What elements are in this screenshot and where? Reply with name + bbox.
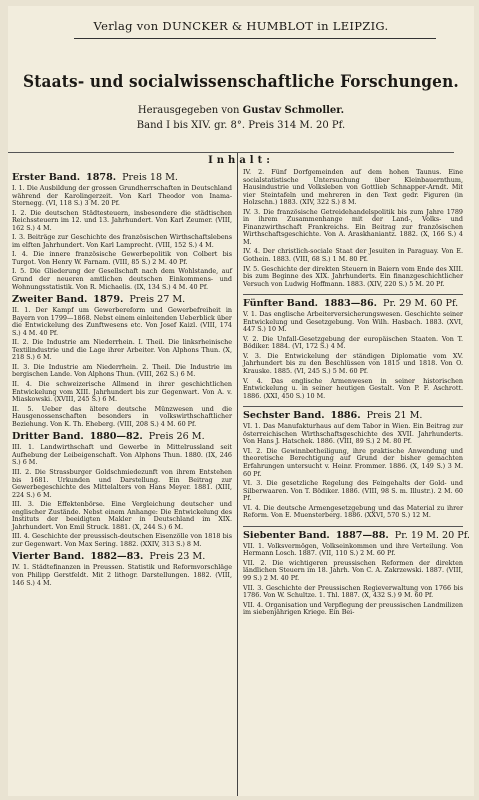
band-price: Preis 21 M. (366, 410, 423, 422)
contents-entry: V. 2. Die Unfall-Gesetzgebung der europäischen Staaten. Von T. Bödiker. 1884. (VI, 172 S.) 4 M. (243, 334, 463, 351)
band-heading (12, 294, 232, 306)
contents-entry: I. 1. Die Ausbildung der grossen Grundherrschaften in Deutschland während der Karolingerzeit. Von Karl Theodor von Inama-Sternegg. (VI, 118 S.) 3 M. 20 Pf. (12, 184, 232, 208)
band-years: 1887—88. (335, 529, 389, 541)
band-title: Siebenter Band. (243, 529, 330, 541)
band-title: Vierter Band. (12, 551, 85, 563)
band-title: Sechster Band. (243, 410, 325, 422)
left-column (12, 169, 232, 589)
band-years: 1886. (330, 410, 361, 422)
contents-entry: V. 3. Die Entwickelung der ständigen Diplomatie vom XV. Jahrhundert bis zu den Beschlüssen von 1815 und 1818. Von O. Krauske. 1885. (VI, 245 S.) 5 M. 60 Pf. (243, 351, 463, 376)
band-heading (12, 172, 232, 184)
band-rule (243, 294, 463, 295)
editor-line (8, 105, 474, 116)
band-years: 1880—82. (89, 431, 143, 443)
contents-entry: I. 4. Die innere französische Gewerbepolitik von Colbert bis Turgot. Von Henry W. Farnam. (VIII, 85 S.) 2 M. 40 Pf. (12, 250, 232, 266)
band-price: Preis 23 M. (149, 551, 206, 563)
contents-entry: VII. 2. Die wichtigeren preussischen Reformen der direkten ländlichen Steuern im 18. Jahrh. Von C. A. Zakrzewski. 1887. (VIII, 99 S.) 2 M. 40 Pf. (243, 558, 463, 582)
volume-info: Band I bis XIV. gr. 8°. Preis 314 M. 20 Pf. (136, 120, 346, 131)
band-years: 1878. (86, 172, 117, 183)
contents-entry: IV. 2. Fünf Dorfgemeinden auf dem hohen Taunus. Eine socialstatistische Untersuchung über Kleinbauernthum, Hausindustrie und Volksleben von Gottlieb Schnapper-Arndt. Mit vier Steintafeln und mehreren in den Text gedr. Figuren (in Holzschn.) 1883. (XIV, 322 S.) 8 M. (243, 168, 463, 207)
contents-entry: I. 3. Beiträge zur Geschichte des französischen Wirthschaftslebens im elften Jahrhundert. Von Karl Lamprecht. (VIII, 152 S.) 4 M. (12, 233, 232, 249)
band-heading (243, 410, 463, 422)
band-heading (243, 298, 463, 310)
contents-entry: VI. 4. Die deutsche Armengesetzgebung und das Material zu ihrer Reform. Von E. Muensterberg. 1886. (XXVI, 570 S.) 12 M. (243, 503, 463, 520)
contents-entry: II. 4. Die schweizerische Allmend in ihrer geschichtlichen Entwickelung vom XIII. Jahrhundert bis zur Gegenwart. Von A. v. Miaskowski. (XVIII, 245 S.) 6 M. (12, 380, 232, 404)
editor-prefix: Herausgegeben von (137, 105, 243, 116)
page (8, 6, 474, 796)
band-title: Fünfter Band. (243, 298, 318, 310)
band-heading (12, 551, 232, 563)
band-years: 1883—86. (324, 298, 377, 310)
publisher-line: Verlag von DUNCKER & HUMBLOT in LEIPZIG. (93, 19, 389, 33)
contents-entry: II. 2. Die Industrie am Niederrhein. I. Theil. Die linksrheinische Textilindustrie und die Lage ihrer Arbeiter. Von Alphons Thun. (X, 218 S.) 6 M. (12, 338, 232, 362)
editor-name: Gustav Schmoller. (242, 105, 345, 116)
contents-entry: V. 4. Das englische Armenwesen in seiner historischen Entwickelung u. in seiner heutigen Gestalt. Von P. F. Aschrott. 1886. (XXI, 450 S.) 10 M. (243, 376, 463, 400)
column-divider (237, 153, 238, 796)
contents-entry: IV. 1. Städtefinanzen in Preussen. Statistik und Reformvorschläge von Philipp Gerstfeldt. Mit 2 lithogr. Darstellungen. 1882. (VIII, 146 S.) 4 M. (12, 563, 232, 587)
series-title: Staats- und socialwissenschaftliche Forschungen. (23, 72, 459, 92)
contents-entry: IV. 3. Die französische Getreidehandelspolitik bis zum Jahre 1789 in ihrem Zusammenhange mit der Land-, Volks- und Finanzwirthschaft Frankreichs. Ein Beitrag zur französischen Wirthschaftsgeschichte. Von A. Araskhaniantz. 1882. (X, 166 S.) 4 M. (243, 207, 463, 246)
contents-entry: I. 5. Die Gliederung der Gesellschaft nach dem Wohlstande, auf Grund der neueren amtlichen deutschen Einkommens- und Wohnungsstatistik. Von R. Michaelis. (IX, 134 S.) 4 M. 40 Pf. (12, 267, 232, 291)
contents-entry: VII. 4. Organisation und Verpflegung der preussischen Landmilizen im siebenjährigen Kriege. Ein Bei- (243, 600, 463, 617)
band-price: Pr. 29 M. 60 Pf. (383, 298, 459, 310)
contents-heading: Inhalt: (208, 155, 274, 166)
contents-entry: II. 3. Die Industrie am Niederrhein. 2. Theil. Die Industrie im bergischen Lande. Von Alphons Thun. (VIII, 262 S.) 6 M. (12, 362, 232, 379)
contents-entry: III. 2. Die Strassburger Goldschmiedezunft von ihrem Entstehen bis 1681. Urkunden und Darstellung. Ein Beitrag zur Gewerbegeschichte des Mittelalters von Hans Meyer. 1881. (XIII, 224 S.) 6 M. (12, 467, 232, 499)
contents-entry: VII. 3. Geschichte der Preussischen Regieverwaltung von 1766 bis 1786. Von W. Schultze. 1. Thl. 1887. (X, 432 S.) 9 M. 60 Pf. (243, 583, 463, 600)
contents-entry: II. 1. Der Kampf um Gewerbereform und Gewerbefreiheit in Bayern von 1799—1868. Nebst einem einleitenden Ueberblick über die Entwickelung des Zunftwesens etc. Von Josef Kaizl. (VIII, 174 S.) 4 M. 40 Pf. (12, 306, 232, 337)
band-price: Preis 26 M. (148, 431, 205, 443)
band-rule (243, 406, 463, 407)
contents-entry: II. 5. Ueber das ältere deutsche Münzwesen und die Hausgenossenschaften besonders in volkswirthschaftlicher Beziehung. Von K. Th. Eheberg. (VIII, 208 S.) 4 M. 60 Pf. (12, 404, 232, 428)
band-title: Erster Band. (12, 172, 81, 183)
band-years: 1882—83. (90, 551, 144, 563)
contents-rule (8, 152, 454, 153)
contents-entry: I. 2. Die deutschen Städtesteuern, insbesondere die städtischen Reichssteuern im 12. und 13. Jahrhundert. Von Karl Zeumer. (VIII, 162 S.) 4 M. (12, 208, 232, 232)
band-rule (243, 526, 463, 527)
contents-entry: IV. 4. Der christlich-sociale Staat der Jesuiten in Paraguay. Von E. Gothein. 1883. (VIII, 68 S.) 1 M. 80 Pf. (243, 247, 463, 264)
band-price: Pr. 19 M. 20 Pf. (394, 529, 470, 541)
header-rule (74, 38, 436, 39)
contents-entry: VII. 1. Volksvermögen, Volkseinkommen und ihre Verteilung. Von Hermann Losch. 1887. (VII, 110 S.) 2 M. 60 Pf. (243, 541, 463, 558)
band-title: Zweiter Band. (12, 294, 88, 306)
band-price: Preis 18 M. (122, 172, 178, 183)
contents-entry: VI. 3. Die gesetzliche Regelung des Feingehalts der Gold- und Silberwaaren. Von T. Bödiker. 1886. (VIII, 98 S. m. Illustr.). 2 M. 60 Pf. (243, 479, 463, 503)
band-years: 1879. (93, 294, 124, 306)
band-title: Dritter Band. (12, 431, 84, 443)
contents-entry: IV. 5. Geschichte der direkten Steuern in Baiern vom Ende des XIII. bis zum Beginne des XIX. Jahrhunderts. Ein finanzgeschichtlicher Versuch von Ludwig Hoffmann. 1883. (XIV, 220 S.) 5 M. 20 Pf. (243, 264, 463, 288)
band-heading (243, 529, 470, 542)
band-heading (12, 431, 232, 443)
contents-entry: VI. 2. Die Gewinnbetheiligung, ihre praktische Anwendung und theoretische Berechtigung auf Grund der bisher gemachten Erfahrungen untersucht v. Heinr. Frommer. 1886. (X, 149 S.) 3 M. 60 Pf. (243, 446, 463, 478)
contents-entry: III. 4. Geschichte der preussisch-deutschen Eisenzölle von 1818 bis zur Gegenwart. Von Max Sering. 1882. (XXIV, 313 S.) 8 M. (12, 532, 232, 548)
contents-entry: III. 1. Landwirthschaft und Gewerbe in Mittelrussland seit Aufhebung der Leibeigenschaft. Von Alphons Thun. 1880. (IX, 246 S.) 6 M. (12, 443, 232, 467)
contents-entry: III. 3. Die Effektenbörse. Eine Vergleichung deutscher und englischer Zustände. Nebst einem Anhange: Die Entwickelung des Instituts der beeidigten Makler in Deutschland im XIX. Jahrhundert. Von Emil Struck. 1881. (X, 244 S.) 6 M. (12, 500, 232, 531)
right-column (243, 168, 470, 619)
contents-entry: VI. 1. Das Manufakturhaus auf dem Tabor in Wien. Ein Beitrag zur österreichischen Wirthschaftsgeschichte des XVII. Jahrhunderts. Von Hans J. Hatschek. 1886. (VIII, 89 S.) 2 M. 80 Pf. (243, 422, 463, 446)
contents-entry: V. 1. Das englische Arbeiterversicherungswesen. Geschichte seiner Entwickelung und Gesetzgebung. Von Wilh. Hasbach. 1883. (XVI, 447 S.) 10 M. (243, 310, 463, 334)
band-price: Preis 27 M. (129, 294, 186, 306)
